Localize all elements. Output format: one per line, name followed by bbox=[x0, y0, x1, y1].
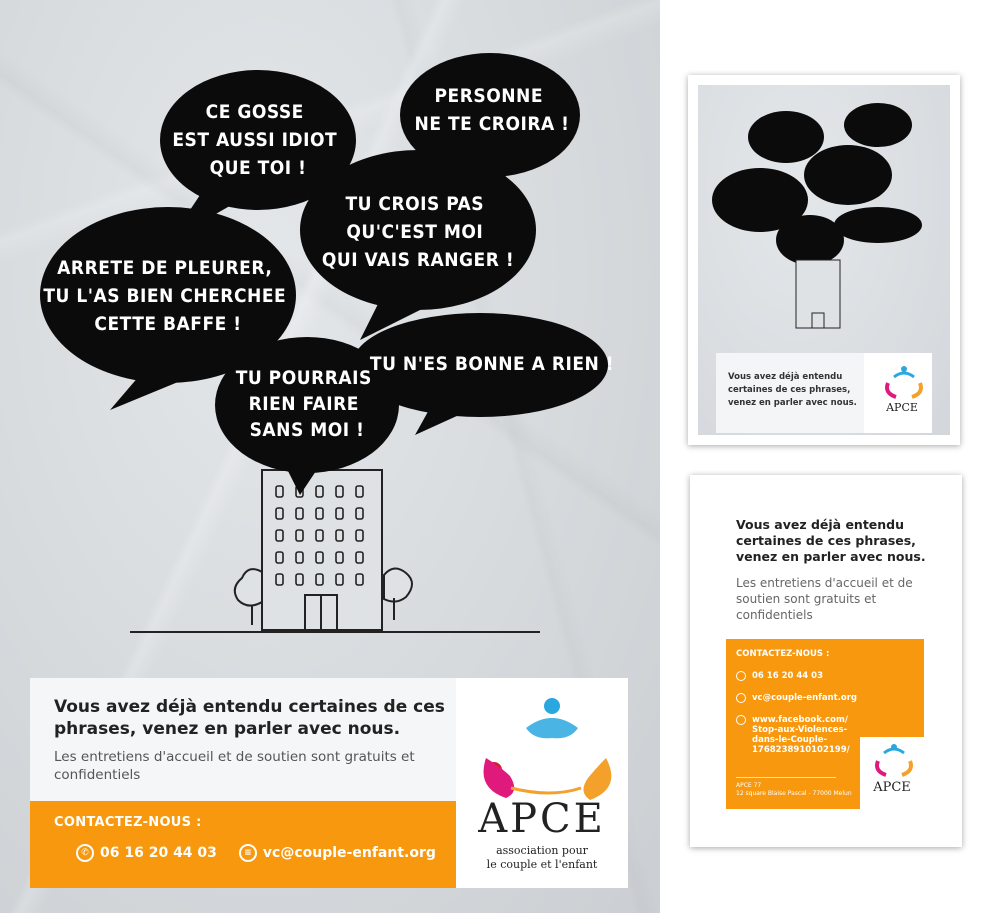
bubble-text-bonne: TU N'ES BONNE A RIEN ! bbox=[369, 353, 615, 375]
speech-illustration bbox=[0, 0, 660, 680]
bubble-crois bbox=[300, 150, 536, 340]
bubble-text-personne: PERSONNE NE TE CROIRA ! bbox=[414, 85, 570, 135]
flyer-logo-mark bbox=[860, 737, 924, 809]
mini-poster bbox=[688, 75, 960, 445]
apce-logo bbox=[456, 678, 628, 888]
flyer-apce-logo bbox=[860, 737, 924, 809]
bubble-text-gosse: CE GOSSE EST AUSSI IDIOT QUE TOI ! bbox=[172, 101, 338, 179]
facebook-icon bbox=[736, 715, 746, 725]
email-address[interactable]: vc@couple-enfant.org bbox=[262, 845, 436, 861]
flyer-contact-title: CONTACTEZ-NOUS : bbox=[736, 649, 830, 659]
flyer-subtext: Les entretiens d'accueil et de soutien sont gratuits et confidentiels bbox=[736, 576, 913, 622]
flyer-email-row bbox=[736, 693, 857, 703]
logo-name: APCE bbox=[478, 796, 606, 842]
flyer-facebook[interactable]: www.facebook.com/ Stop-aux-Violences- dans-le-Couple- 1768238910102199/ bbox=[752, 715, 850, 755]
flyer-phone[interactable]: 06 16 20 44 03 bbox=[752, 671, 823, 681]
flyer bbox=[690, 475, 962, 847]
poster-subtext: Les entretiens d'accueil et de soutien sont gratuits et confidentiels bbox=[54, 749, 415, 783]
flyer-email[interactable]: vc@couple-enfant.org bbox=[752, 693, 858, 703]
mini-info-panel bbox=[716, 353, 932, 433]
mini-poster-artwork bbox=[698, 85, 950, 435]
mini-headline: Vous avez déjà entendu certaines de ces phrases, venez en parler avec nous. bbox=[716, 353, 864, 433]
bubble-text-pourrais: TU POURRAIS RIEN FAIRE SANS MOI ! bbox=[235, 367, 372, 441]
bubble-text-arrete: ARRETE DE PLEURER, TU L'AS BIEN CHERCHEE CETTE BAFFE ! bbox=[43, 257, 287, 335]
flyer-address: APCE 77 12 square Blaise Pascal - 77000 Melun bbox=[736, 782, 852, 797]
contact-band bbox=[30, 801, 456, 888]
contact-row bbox=[76, 844, 456, 862]
info-panel bbox=[30, 678, 628, 888]
logo-tagline-1: association pour bbox=[496, 844, 588, 857]
phone-number[interactable]: 06 16 20 44 03 bbox=[100, 845, 217, 861]
divider bbox=[736, 777, 836, 778]
building-illustration bbox=[130, 470, 540, 632]
chat-icon: ≡ bbox=[239, 844, 257, 862]
logo-tagline-2: le couple et l'enfant bbox=[486, 858, 598, 871]
phone-icon: ✆ bbox=[76, 844, 94, 862]
flyer-headline: Vous avez déjà entendu certaines de ces phrases, venez en parler avec nous. bbox=[736, 517, 926, 564]
svg-text:APCE: APCE bbox=[886, 401, 918, 414]
mini-apce-logo bbox=[876, 359, 928, 427]
poster-headline: Vous avez déjà entendu certaines de ces phrases, venez en parler avec nous. bbox=[54, 697, 445, 739]
contact-title: CONTACTEZ-NOUS : bbox=[54, 815, 202, 830]
svg-text:APCE: APCE bbox=[873, 780, 911, 795]
flyer-facebook-row bbox=[736, 715, 850, 755]
bubble-text-crois: TU CROIS PAS QU'C'EST MOI QUI VAIS RANGER ! bbox=[321, 193, 515, 271]
mini-speech-illustration bbox=[698, 85, 950, 353]
phone-icon bbox=[736, 671, 746, 681]
flyer-phone-row bbox=[736, 671, 823, 681]
info-text-block bbox=[30, 678, 456, 801]
chat-icon bbox=[736, 693, 746, 703]
